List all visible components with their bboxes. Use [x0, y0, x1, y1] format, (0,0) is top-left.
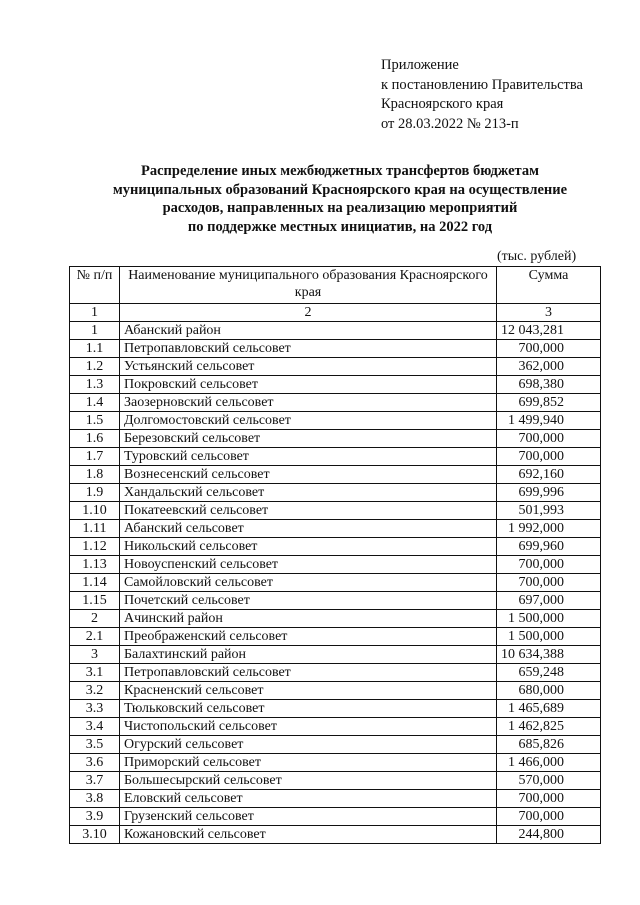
- row-number-cell: 1.15: [70, 592, 120, 610]
- row-sum-cell: 10 634,388: [497, 646, 601, 664]
- row-sum-cell: 700,000: [497, 790, 601, 808]
- row-number-cell: 3.2: [70, 682, 120, 700]
- row-sum-cell: 1 499,940: [497, 412, 601, 430]
- row-number-cell: 1.6: [70, 430, 120, 448]
- row-number-cell: 3.4: [70, 718, 120, 736]
- table-row: [70, 808, 601, 826]
- row-sum-cell: 1 462,825: [497, 718, 601, 736]
- table-row: [70, 700, 601, 718]
- row-number-cell: 3.7: [70, 772, 120, 790]
- row-name-cell: Абанский сельсовет: [120, 520, 497, 538]
- appendix-block: [381, 56, 583, 134]
- row-name-cell: Покатеевский сельсовет: [120, 502, 497, 520]
- row-name-cell: Грузенский сельсовет: [120, 808, 497, 826]
- table-row: [70, 484, 601, 502]
- row-number-cell: 2: [70, 610, 120, 628]
- table-row: [70, 376, 601, 394]
- row-sum-cell: 700,000: [497, 556, 601, 574]
- title-line: по поддержке местных инициатив, на 2022 год: [187, 218, 493, 235]
- row-sum-cell: 501,993: [497, 502, 601, 520]
- row-number-cell: 1.3: [70, 376, 120, 394]
- table-row: [70, 358, 601, 376]
- row-name-cell: Ачинский район: [120, 610, 497, 628]
- row-sum-cell: 697,000: [497, 592, 601, 610]
- row-number-cell: 1.9: [70, 484, 120, 502]
- table-row: [70, 664, 601, 682]
- appendix-line: Приложение: [381, 57, 459, 73]
- row-sum-cell: 12 043,281: [497, 322, 601, 340]
- table-row: [70, 754, 601, 772]
- document-title: [60, 162, 620, 236]
- row-name-cell: Абанский район: [120, 322, 497, 340]
- row-number-cell: 1.10: [70, 502, 120, 520]
- row-sum-cell: 1 466,000: [497, 754, 601, 772]
- table-row: [70, 772, 601, 790]
- title-line: расходов, направленных на реализацию мероприятий: [162, 200, 518, 216]
- row-sum-cell: 700,000: [497, 448, 601, 466]
- header-num: № п/п: [70, 267, 120, 304]
- row-number-cell: 1.11: [70, 520, 120, 538]
- row-number-cell: 1.5: [70, 412, 120, 430]
- table-row: [70, 574, 601, 592]
- row-number-cell: 3.8: [70, 790, 120, 808]
- table-row: [70, 322, 601, 340]
- row-number-cell: 1.13: [70, 556, 120, 574]
- row-name-cell: Большесырский сельсовет: [120, 772, 497, 790]
- row-name-cell: Петропавловский сельсовет: [120, 340, 497, 358]
- row-sum-cell: 1 992,000: [497, 520, 601, 538]
- row-sum-cell: 1 500,000: [497, 628, 601, 646]
- table-row: [70, 520, 601, 538]
- table-row: [70, 556, 601, 574]
- table-index-row: [70, 304, 601, 322]
- table-body: [70, 322, 601, 844]
- index-cell: 2: [120, 304, 497, 322]
- title-line: муниципальных образований Красноярского края на осуществление: [112, 181, 568, 198]
- row-name-cell: Чистопольский сельсовет: [120, 718, 497, 736]
- row-name-cell: Еловский сельсовет: [120, 790, 497, 808]
- row-name-cell: Никольский сельсовет: [120, 538, 497, 556]
- title-line: Распределение иных межбюджетных трансфертов бюджетам: [141, 163, 539, 179]
- row-name-cell: Огурский сельсовет: [120, 736, 497, 754]
- header-sum: Сумма: [497, 267, 601, 304]
- appendix-line: от 28.03.2022 № 213-п: [381, 115, 519, 132]
- distribution-table: [69, 266, 601, 844]
- table-header-row: [70, 267, 601, 304]
- index-cell: 3: [497, 304, 601, 322]
- table-row: [70, 646, 601, 664]
- table-row: [70, 502, 601, 520]
- row-number-cell: 3.5: [70, 736, 120, 754]
- row-sum-cell: 1 465,689: [497, 700, 601, 718]
- row-number-cell: 1.14: [70, 574, 120, 592]
- row-name-cell: Приморский сельсовет: [120, 754, 497, 772]
- row-sum-cell: 700,000: [497, 430, 601, 448]
- row-name-cell: Балахтинский район: [120, 646, 497, 664]
- appendix-line: Красноярского края: [381, 96, 504, 112]
- table-row: [70, 790, 601, 808]
- row-number-cell: 1: [70, 322, 120, 340]
- row-sum-cell: 700,000: [497, 340, 601, 358]
- units-label: (тыс. рублей): [497, 249, 577, 264]
- row-name-cell: Березовский сельсовет: [120, 430, 497, 448]
- row-name-cell: Почетский сельсовет: [120, 592, 497, 610]
- row-sum-cell: 700,000: [497, 808, 601, 826]
- row-name-cell: Кожановский сельсовет: [120, 826, 497, 844]
- row-name-cell: Тюльковский сельсовет: [120, 700, 497, 718]
- row-name-cell: Петропавловский сельсовет: [120, 664, 497, 682]
- row-number-cell: 1.2: [70, 358, 120, 376]
- row-name-cell: Устьянский сельсовет: [120, 358, 497, 376]
- row-number-cell: 3: [70, 646, 120, 664]
- row-number-cell: 3.10: [70, 826, 120, 844]
- row-name-cell: Вознесенский сельсовет: [120, 466, 497, 484]
- table-row: [70, 736, 601, 754]
- row-sum-cell: 699,960: [497, 538, 601, 556]
- row-number-cell: 3.6: [70, 754, 120, 772]
- row-name-cell: Самойловский сельсовет: [120, 574, 497, 592]
- row-sum-cell: 1 500,000: [497, 610, 601, 628]
- table-row: [70, 430, 601, 448]
- row-number-cell: 1.12: [70, 538, 120, 556]
- header-name: Наименование муниципального образования Красноярского края: [120, 267, 497, 304]
- row-sum-cell: 680,000: [497, 682, 601, 700]
- table-row: [70, 610, 601, 628]
- row-sum-cell: 685,826: [497, 736, 601, 754]
- row-sum-cell: 699,996: [497, 484, 601, 502]
- table-row: [70, 394, 601, 412]
- table-row: [70, 538, 601, 556]
- row-sum-cell: 362,000: [497, 358, 601, 376]
- table-row: [70, 466, 601, 484]
- table-row: [70, 628, 601, 646]
- row-sum-cell: 659,248: [497, 664, 601, 682]
- row-sum-cell: 692,160: [497, 466, 601, 484]
- row-name-cell: Новоуспенский сельсовет: [120, 556, 497, 574]
- row-name-cell: Преображенский сельсовет: [120, 628, 497, 646]
- row-number-cell: 1.4: [70, 394, 120, 412]
- row-name-cell: Заозерновский сельсовет: [120, 394, 497, 412]
- row-name-cell: Туровский сельсовет: [120, 448, 497, 466]
- row-name-cell: Долгомостовский сельсовет: [120, 412, 497, 430]
- row-number-cell: 2.1: [70, 628, 120, 646]
- table-row: [70, 448, 601, 466]
- row-number-cell: 1.7: [70, 448, 120, 466]
- index-cell: 1: [70, 304, 120, 322]
- row-name-cell: Красненский сельсовет: [120, 682, 497, 700]
- row-number-cell: 1.1: [70, 340, 120, 358]
- appendix-line: к постановлению Правительства: [381, 76, 583, 93]
- row-number-cell: 3.9: [70, 808, 120, 826]
- row-number-cell: 1.8: [70, 466, 120, 484]
- row-name-cell: Хандальский сельсовет: [120, 484, 497, 502]
- row-sum-cell: 699,852: [497, 394, 601, 412]
- row-sum-cell: 244,800: [497, 826, 601, 844]
- table-row: [70, 412, 601, 430]
- row-sum-cell: 698,380: [497, 376, 601, 394]
- row-number-cell: 3.3: [70, 700, 120, 718]
- table-row: [70, 340, 601, 358]
- row-sum-cell: 570,000: [497, 772, 601, 790]
- table-row: [70, 592, 601, 610]
- row-name-cell: Покровский сельсовет: [120, 376, 497, 394]
- row-number-cell: 3.1: [70, 664, 120, 682]
- table-row: [70, 718, 601, 736]
- table-row: [70, 682, 601, 700]
- table-row: [70, 826, 601, 844]
- row-sum-cell: 700,000: [497, 574, 601, 592]
